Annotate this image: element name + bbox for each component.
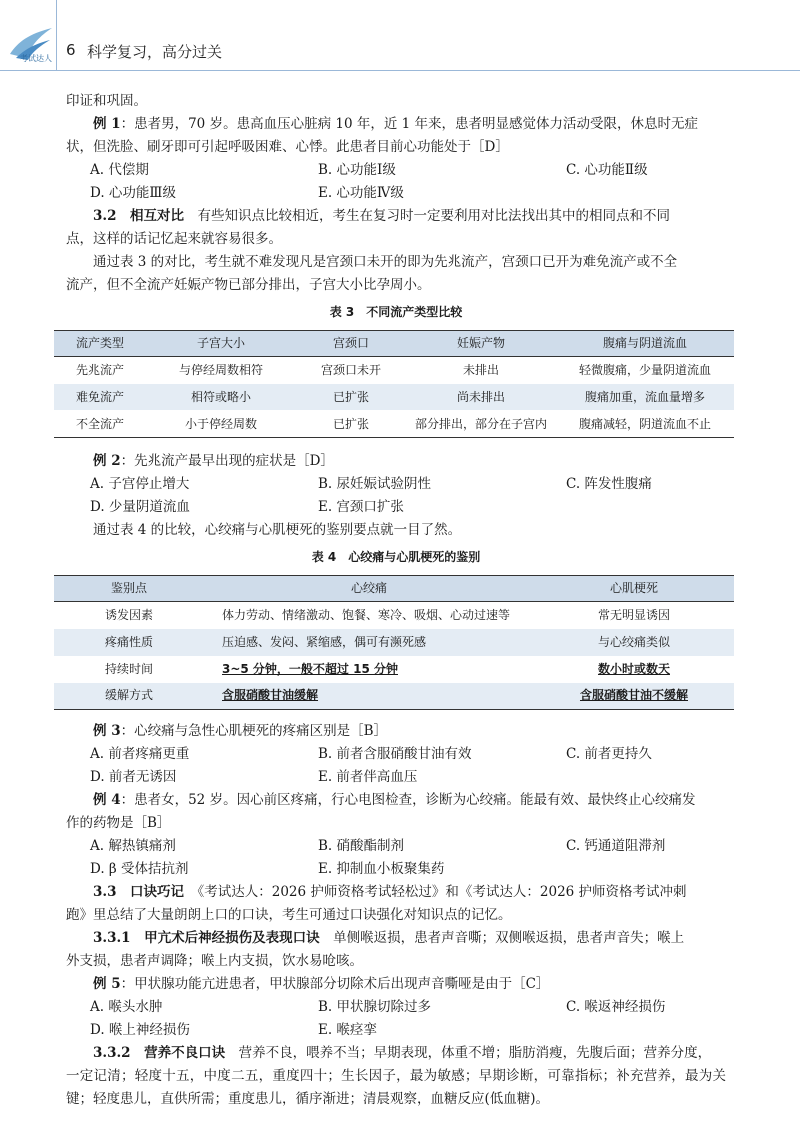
- option: C. 阵发性腹痛: [566, 476, 652, 492]
- option: B. 尿妊娠试验阴性: [318, 476, 432, 492]
- table-caption: 表 3 不同流产类型比较: [329, 305, 463, 319]
- option: E. 心功能Ⅳ级: [318, 185, 404, 201]
- table-4: [54, 575, 734, 710]
- option: E. 喉痉挛: [318, 1022, 377, 1038]
- example-label: 例 5: [93, 976, 121, 992]
- option-row: [90, 996, 726, 1019]
- table-caption: 表 4 心绞痛与心肌梗死的鉴别: [311, 550, 481, 564]
- example-1-stem-continued: 状，但洗脸、刷牙即可引起呼吸困难、心悸。此患者目前心功能处于［D］: [66, 139, 509, 155]
- table-cell: 压迫感、发闷、紧缩感，偶可有濒死感: [204, 629, 534, 656]
- option: D. β 受体拮抗剂: [90, 861, 189, 877]
- table-cell: 含服硝酸甘油不缓解: [534, 683, 734, 710]
- table-cell: 已扩张: [296, 411, 406, 438]
- table-cell: 已扩张: [296, 384, 406, 411]
- option: D. 前者无诱因: [90, 769, 177, 785]
- option-row: [90, 473, 726, 496]
- table-cell: 诱发因素: [104, 607, 153, 622]
- table-row: [54, 411, 734, 438]
- column-header: 子宫大小: [146, 331, 296, 357]
- table-row: [54, 683, 734, 710]
- example-2: 例 2：先兆流产最早出现的症状是［D］: [93, 453, 334, 469]
- table-row: [54, 384, 734, 411]
- paragraph: 跑》里总结了大量朗朗上口的口诀，考生可通过口诀强化对知识点的记忆。: [66, 907, 512, 923]
- example-5: 例 5：甲状腺功能亢进患者，甲状腺部分切除术后出现声音嘶哑是由于［C］: [93, 976, 550, 992]
- table-cell: 宫颈口未开: [296, 357, 406, 384]
- example-label: 例 1: [93, 116, 121, 132]
- option: B. 前者含服硝酸甘油有效: [318, 746, 472, 762]
- option-row: [90, 743, 726, 766]
- paragraph: 印证和巩固。: [66, 93, 147, 109]
- table-cell: 不全流产: [54, 411, 146, 438]
- option: A. 喉头水肿: [90, 999, 163, 1015]
- option-row: [90, 766, 726, 789]
- table-cell: 腹痛加重，流血量增多: [556, 384, 734, 411]
- option-row: [90, 835, 726, 858]
- option-row: [90, 182, 726, 205]
- table-row: [54, 357, 734, 384]
- table-cell: 部分排出，部分在子宫内: [406, 411, 556, 438]
- column-header: 心绞痛: [204, 576, 534, 602]
- example-3: 例 3：心绞痛与急性心肌梗死的疼痛区别是［B］: [93, 723, 388, 739]
- paragraph: 外支损，患者声调降；喉上内支损，饮水易呛咳。: [66, 953, 363, 969]
- paragraph: 一定记清；轻度十五，中度二五，重度四十；生长因子，最为敏感；早期诊断，可靠指标；补充营养，最为关键；轻度患儿，直供所需；重度患儿，循序渐进；清晨观察，血糖反应(低血糖)。: [66, 1068, 726, 1107]
- option: E. 抑制血小板聚集药: [318, 861, 445, 877]
- table-cell: 3~5 分钟，一般不超过 15 分钟: [222, 661, 398, 676]
- table-cell: 体力劳动、情绪激动、饱餐、寒冷、吸烟、心动过速等: [222, 607, 511, 622]
- table-cell: 缓解方式: [54, 683, 204, 710]
- option: C. 钙通道阻滞剂: [566, 838, 666, 854]
- table-cell: 与停经周数相符: [146, 357, 296, 384]
- paragraph: 点，这样的话记忆起来就容易很多。: [66, 231, 282, 247]
- table-row: [54, 656, 734, 683]
- column-header: 妊娠产物: [406, 331, 556, 357]
- paragraph: 通过表 4 的比较，心绞痛与心肌梗死的鉴别要点就一目了然。: [93, 522, 462, 538]
- table-cell: 未排出: [406, 357, 556, 384]
- table-cell: 轻微腹痛，少量阴道流血: [556, 357, 734, 384]
- column-header: 腹痛与阴道流血: [556, 331, 734, 357]
- section-heading: 3.2 相互对比: [93, 208, 184, 224]
- option: D. 心功能Ⅲ级: [90, 185, 176, 201]
- table-cell: 尚未排出: [406, 384, 556, 411]
- section-3-3: 3.3 口诀巧记 《考试达人：2026 护师资格考试轻松过》和《考试达人：2026 护师资格考试冲刺: [93, 884, 687, 900]
- column-header: 流产类型: [54, 331, 146, 357]
- table-header-row: [54, 331, 734, 357]
- option: B. 甲状腺切除过多: [318, 999, 432, 1015]
- option: D. 少量阴道流血: [90, 499, 190, 515]
- section-3-2: 3.2 相互对比 有些知识点比较相近，考生在复习时一定要利用对比法找出其中的相同点和不同: [93, 208, 670, 224]
- table-cell: 数小时或数天: [597, 661, 670, 676]
- option-row: [90, 159, 726, 182]
- option: A. 子宫停止增大: [90, 476, 190, 492]
- table-cell: 相符或略小: [146, 384, 296, 411]
- table-cell: 先兆流产: [54, 357, 146, 384]
- option: C. 喉返神经损伤: [566, 999, 666, 1015]
- option: A. 代偿期: [90, 162, 149, 178]
- table-cell: 含服硝酸甘油缓解: [204, 683, 534, 710]
- example-1: 例 1：患者男，70 岁。患高血压心脏病 10 年，近 1 年来，患者明显感觉体力活动受限，休息时无症: [93, 116, 698, 132]
- section-heading: 3.3.2 营养不良口诀: [93, 1045, 226, 1061]
- table-row: [54, 602, 734, 629]
- column-header: 宫颈口: [296, 331, 406, 357]
- option-row: [90, 858, 726, 881]
- example-label: 例 4: [93, 792, 121, 808]
- section-heading: 3.3.1 甲亢术后神经损伤及表现口诀: [93, 930, 320, 946]
- paragraph: 通过表 3 的对比，考生就不难发现凡是宫颈口未开的即为先兆流产，宫颈口已开为难免流产或不全: [93, 254, 678, 270]
- option: A. 解热镇痛剂: [90, 838, 176, 854]
- option: C. 前者更持久: [566, 746, 652, 762]
- table-cell: 难免流产: [54, 384, 146, 411]
- option: C. 心功能Ⅱ级: [566, 162, 648, 178]
- example-4-stem-continued: 作的药物是［B］: [66, 815, 171, 831]
- option: B. 心功能Ⅰ级: [318, 162, 396, 178]
- option-row: [90, 1019, 726, 1042]
- table-row: [54, 629, 734, 656]
- section-heading: 3.3 口诀巧记: [93, 884, 184, 900]
- example-4: 例 4：患者女，52 岁。因心前区疼痛，行心电图检查，诊断为心绞痛。能最有效、最快终止心绞痛发: [93, 792, 696, 808]
- table-header-row: [54, 576, 734, 602]
- table-cell: 持续时间: [104, 661, 153, 676]
- example-label: 例 2: [93, 453, 121, 469]
- column-header: 心肌梗死: [534, 576, 734, 602]
- paragraph: 流产，但不全流产妊娠产物已部分排出，子宫大小比孕周小。: [66, 277, 431, 293]
- table-cell: 与心绞痛类似: [534, 629, 734, 656]
- section-3-3-2: 3.3.2 营养不良口诀 营养不良，喂养不当；早期表现，体重不增；脂肪消瘦，先腹后面；营养分度，: [93, 1045, 712, 1061]
- logo-text: 考试达人: [20, 54, 52, 63]
- option: E. 宫颈口扩张: [318, 499, 404, 515]
- running-header-title: 科学复习，高分过关: [87, 43, 223, 61]
- option: D. 喉上神经损伤: [90, 1022, 190, 1038]
- option-row: [90, 496, 726, 519]
- option: E. 前者伴高血压: [318, 769, 418, 785]
- header-rule: [0, 70, 800, 71]
- option: A. 前者疼痛更重: [90, 746, 190, 762]
- table-cell: 疼痛性质: [54, 629, 204, 656]
- column-header: 鉴别点: [54, 576, 204, 602]
- page-number: 6: [66, 41, 76, 59]
- table-cell: 常无明显诱因: [597, 607, 670, 622]
- option: B. 硝酸酯制剂: [318, 838, 405, 854]
- example-label: 例 3: [93, 723, 121, 739]
- table-cell: 腹痛减轻，阴道流血不止: [556, 411, 734, 438]
- table-cell: 小于停经周数: [146, 411, 296, 438]
- logo-icon: [6, 24, 56, 64]
- table-3: [54, 330, 734, 438]
- section-3-3-1: 3.3.1 甲亢术后神经损伤及表现口诀 单侧喉返损，患者声音嘶；双侧喉返损，患者声音失；喉上: [93, 930, 685, 946]
- page-content: [66, 90, 726, 1111]
- header-divider: [56, 0, 57, 70]
